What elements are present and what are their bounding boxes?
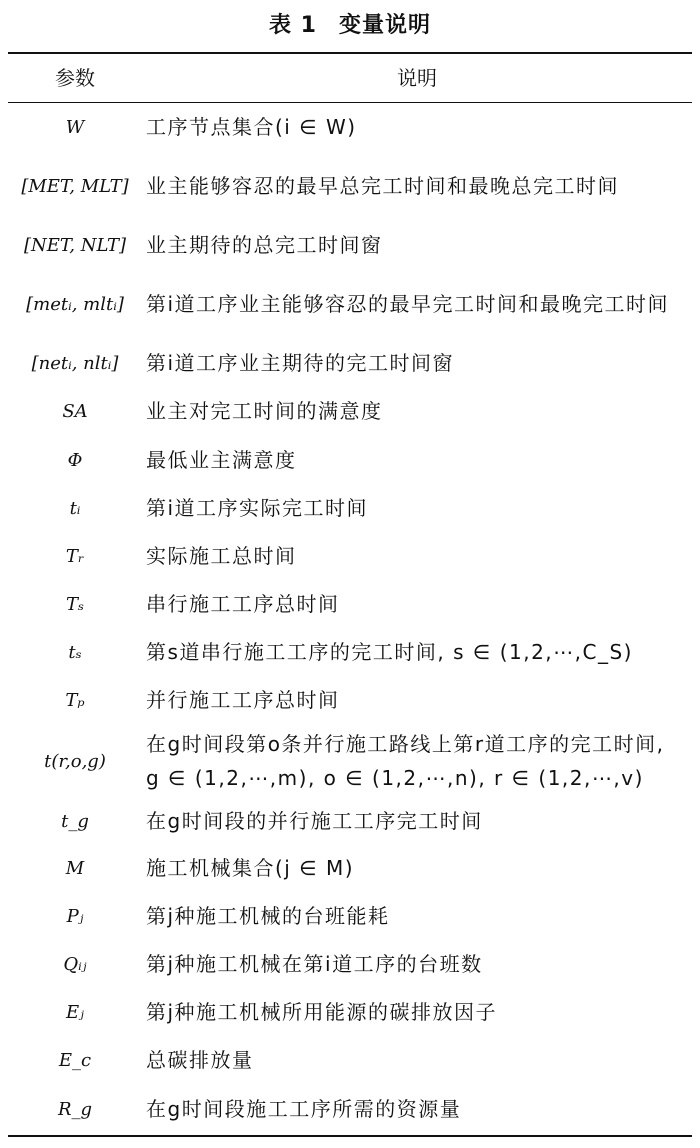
table-caption — [0, 6, 700, 46]
desc-cell — [146, 386, 674, 436]
table-row — [8, 268, 692, 340]
table-row — [8, 940, 692, 988]
table-row — [8, 676, 692, 724]
table-title: 变量说明 — [338, 13, 431, 38]
table-row — [8, 844, 692, 892]
param-cell: tᵢ — [69, 497, 81, 519]
header-desc: 说明 — [397, 66, 437, 90]
param-cell: [metᵢ, mltᵢ] — [26, 293, 124, 315]
table-row — [8, 222, 692, 268]
table-row — [8, 724, 692, 798]
desc-text: 最低业主满意度 — [146, 448, 297, 472]
desc-text: 第s道串行施工工序的完工时间, s ∈ (1,2,⋯,C_S) — [146, 640, 633, 664]
desc-cell — [146, 1084, 674, 1134]
param-cell: t(r,o,g) — [44, 750, 106, 772]
desc-text: 第j种施工机械的台班能耗 — [146, 904, 390, 928]
desc-text: 业主能够容忍的最早总完工时间和最晚总完工时间 — [146, 174, 619, 198]
param-cell: M — [65, 857, 85, 879]
header-param: 参数 — [55, 66, 95, 90]
desc-text: 第i道工序实际完工时间 — [146, 496, 369, 520]
table-row — [8, 1084, 692, 1134]
desc-cell — [146, 150, 674, 222]
desc-text: 串行施工工序总时间 — [146, 592, 340, 616]
desc-cell — [146, 222, 674, 268]
param-cell: Tₛ — [65, 593, 85, 615]
table-row — [8, 628, 692, 676]
desc-text: 第i道工序业主期待的完工时间窗 — [146, 351, 455, 375]
table-row — [8, 386, 692, 436]
param-cell: E_c — [58, 1049, 92, 1071]
table-row — [8, 436, 692, 484]
desc-text: 第j种施工机械所用能源的碳排放因子 — [146, 1000, 498, 1024]
desc-text: 第j种施工机械在第i道工序的台班数 — [146, 952, 483, 976]
desc-cell — [146, 104, 674, 150]
desc-text: 并行施工工序总时间 — [146, 688, 340, 712]
desc-cell — [146, 798, 674, 844]
desc-text: 总碳排放量 — [146, 1048, 254, 1072]
table-row — [8, 340, 692, 386]
param-cell: Pⱼ — [66, 905, 84, 927]
desc-cell — [146, 1036, 674, 1084]
param-cell: [NET, NLT] — [24, 234, 126, 256]
desc-cell — [146, 436, 674, 484]
param-cell: Eⱼ — [66, 1001, 84, 1023]
desc-cell — [146, 844, 674, 892]
desc-cell — [146, 940, 674, 988]
desc-cell — [146, 628, 674, 676]
desc-text: 在g时间段第o条并行施工路线上第r道工序的完工时间, g ∈ (1,2,⋯,m), o ∈ (1,2,⋯,n), r ∈ (1,2,⋯,v) — [146, 732, 665, 790]
desc-text: 在g时间段的并行施工工序完工时间 — [146, 809, 483, 833]
desc-cell — [146, 676, 674, 724]
param-cell: SA — [62, 400, 88, 422]
desc-text: 实际施工总时间 — [146, 544, 297, 568]
desc-text: 施工机械集合(j ∈ M) — [146, 856, 355, 880]
desc-cell — [146, 484, 674, 532]
table-number: 表 1 — [269, 13, 317, 38]
param-cell: R_g — [57, 1098, 93, 1120]
table-row — [8, 798, 692, 844]
table-row — [8, 580, 692, 628]
table-row — [8, 892, 692, 940]
table-row — [8, 1036, 692, 1084]
desc-text: 业主期待的总完工时间窗 — [146, 233, 383, 257]
param-cell: Tᵣ — [65, 545, 85, 567]
table-row — [8, 484, 692, 532]
table-row — [8, 532, 692, 580]
table-row — [8, 988, 692, 1036]
desc-cell — [146, 892, 674, 940]
desc-cell — [146, 988, 674, 1036]
table-header — [8, 54, 692, 102]
param-cell: W — [65, 116, 85, 138]
desc-text: 业主对完工时间的满意度 — [146, 399, 383, 423]
bottom-rule — [8, 1135, 692, 1137]
desc-cell — [146, 340, 674, 386]
desc-text: 在g时间段施工工序所需的资源量 — [146, 1097, 462, 1121]
header-rule — [8, 102, 692, 103]
desc-cell — [146, 532, 674, 580]
param-cell: tₛ — [68, 641, 82, 663]
desc-cell — [146, 580, 674, 628]
desc-text: 工序节点集合(i ∈ W) — [146, 115, 357, 139]
param-cell: Tₚ — [65, 689, 85, 711]
param-cell: Φ — [67, 449, 83, 471]
table-row — [8, 104, 692, 150]
desc-cell — [146, 724, 674, 798]
param-cell: t_g — [61, 810, 89, 832]
desc-cell — [146, 268, 674, 340]
param-cell: [netᵢ, nltᵢ] — [31, 352, 119, 374]
param-cell: [MET, MLT] — [21, 175, 129, 197]
param-cell: Qᵢⱼ — [63, 953, 87, 975]
desc-text: 第i道工序业主能够容忍的最早完工时间和最晚完工时间 — [146, 292, 670, 316]
table-row — [8, 150, 692, 222]
